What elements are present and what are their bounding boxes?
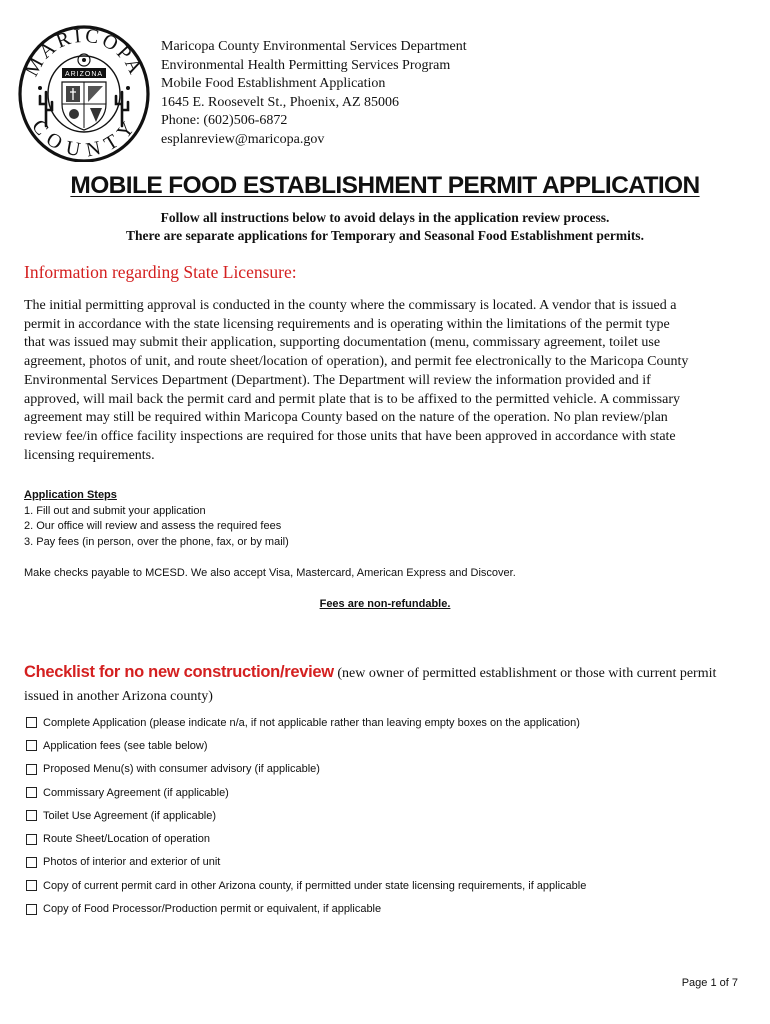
seal-top-text: MARICOPA — [20, 24, 148, 81]
checklist-item — [26, 711, 586, 734]
checklist-item-label: Complete Application (please indicate n/a, if not applicable rather than leaving empty boxes on the application) — [43, 716, 580, 729]
checklist-item-label: Copy of Food Processor/Production permit or equivalent, if applicable — [43, 903, 382, 916]
paragraph-line: agreement, photos of unit, and route sheet/location of operation), and permit fee electronically to the Maricopa County — [24, 354, 689, 370]
checkbox[interactable] — [26, 880, 37, 891]
program-name: Environmental Health Permitting Services Program — [161, 57, 451, 73]
checklist — [26, 711, 586, 921]
checklist-item — [26, 897, 586, 920]
paragraph-line: that was issued may submit their application, supporting documentation (menu, commissary agreement, toilet use — [24, 335, 661, 351]
checkbox[interactable] — [26, 810, 37, 821]
paragraph-line: The initial permitting approval is conducted in the county where the commissary is located. A vendor that is issued a — [24, 298, 677, 313]
checklist-item-label: Route Sheet/Location of operation — [43, 833, 210, 846]
checkbox[interactable] — [26, 787, 37, 798]
email-link[interactable]: esplanreview@maricopa.gov — [161, 131, 325, 147]
checklist-item — [26, 781, 586, 804]
checklist-heading-note: (new owner of permitted establishment or those with current permit issued in another Arizona county) — [24, 666, 717, 704]
checklist-item-label: Photos of interior and exterior of unit — [43, 856, 221, 869]
page-title: MOBILE FOOD ESTABLISHMENT PERMIT APPLICATION — [70, 172, 700, 199]
state-licensure-paragraph — [24, 297, 752, 465]
checkbox[interactable] — [26, 740, 37, 751]
step-item: 3. Pay fees (in person, over the phone, fax, or by mail) — [24, 535, 289, 548]
checklist-item-label: Proposed Menu(s) with consumer advisory (if applicable) — [43, 763, 320, 776]
paragraph-line: agreement may still be required within Maricopa County based on the nature of the operation. No plan review/plan — [24, 410, 668, 426]
checklist-item — [26, 734, 586, 757]
subtitle-line: Follow all instructions below to avoid delays in the application review process. — [160, 210, 610, 225]
maricopa-county-seal-logo — [18, 22, 150, 162]
checklist-item — [26, 851, 586, 874]
checklist-item — [26, 758, 586, 781]
checklist-item-label: Copy of current permit card in other Arizona county, if permitted under state licensing requirements, if applicable — [43, 879, 587, 892]
state-licensure-heading: Information regarding State Licensure: — [24, 262, 297, 282]
seal-banner-text: ARIZONA — [64, 71, 104, 78]
checklist-item-label: Toilet Use Agreement (if applicable) — [43, 809, 217, 822]
paragraph-line: licensing requirements. — [24, 447, 155, 463]
checklist-item — [26, 827, 586, 850]
phone: Phone: (602)506-6872 — [161, 113, 288, 129]
step-item: 1. Fill out and submit your application — [24, 504, 206, 517]
checklist-item-label: Commissary Agreement (if applicable) — [43, 786, 229, 799]
application-steps — [24, 488, 289, 550]
payment-note: Make checks payable to MCESD. We also accept Visa, Mastercard, American Express and Discover. — [24, 567, 516, 579]
paragraph-line: Environmental Services Department (Department). The Department will review the information provided and if — [24, 372, 651, 388]
checklist-heading — [24, 661, 754, 708]
address: 1645 E. Roosevelt St., Phoenix, AZ 85006 — [161, 94, 399, 110]
page-number: Page 1 of 7 — [681, 977, 738, 989]
seal-bottom-text: COUNTY — [27, 115, 141, 162]
checklist-heading-title: Checklist for no new construction/review — [24, 663, 334, 681]
checkbox[interactable] — [26, 764, 37, 775]
application-steps-title: Application Steps — [24, 489, 117, 501]
department-name: Maricopa County Environmental Services Department — [161, 39, 467, 54]
checkbox[interactable] — [26, 904, 37, 915]
fees-non-refundable-note: Fees are non-refundable. — [319, 598, 451, 610]
paragraph-line: approved, will mail back the permit card and permit plate that is to be affixed to the permitted vehicle. A commissary — [24, 391, 680, 407]
checkbox[interactable] — [26, 717, 37, 728]
subtitle-line: There are separate applications for Temporary and Seasonal Food Establishment permits. — [126, 228, 644, 243]
instructions-subtitle — [24, 209, 746, 245]
department-contact-block — [161, 38, 467, 150]
step-item: 2. Our office will review and assess the required fees — [24, 520, 282, 533]
checklist-item — [26, 874, 586, 897]
checklist-item — [26, 804, 586, 827]
paragraph-line: review fee/in office facility inspections are required for those units that have been approved in accordance with state — [24, 428, 676, 444]
paragraph-line: permit in accordance with the state licensing requirements and is operating within the limitations of the permit type — [24, 316, 670, 332]
checklist-item-label: Application fees (see table below) — [43, 739, 208, 752]
checkbox[interactable] — [26, 834, 37, 845]
application-name: Mobile Food Establishment Application — [161, 76, 386, 92]
checkbox[interactable] — [26, 857, 37, 868]
